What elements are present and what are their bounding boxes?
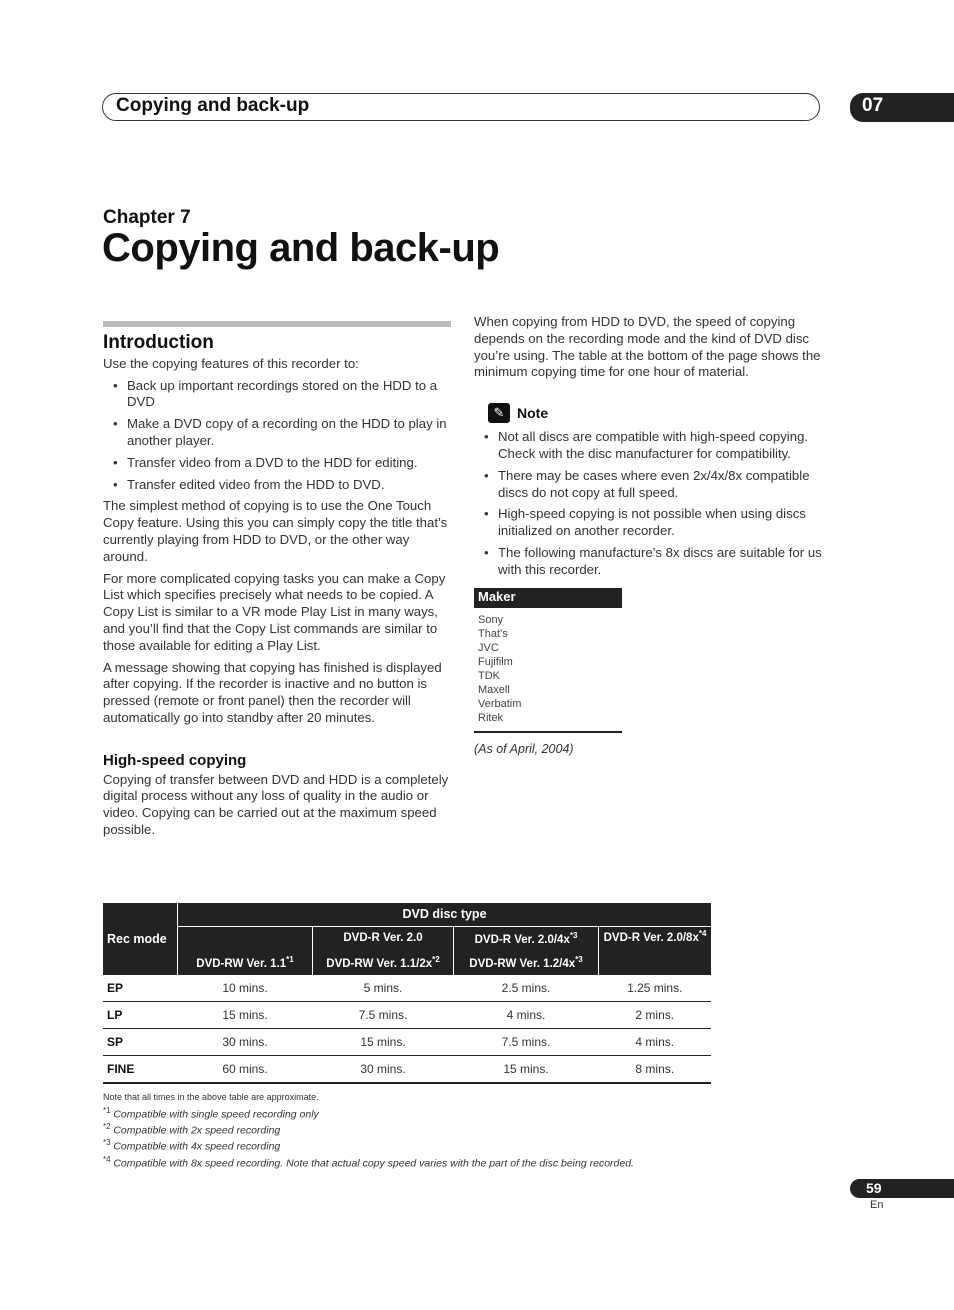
col3-top-label: DVD-R Ver. 2.0/4x [474, 933, 570, 946]
intro-lead: Use the copying features of this recorder to: [103, 355, 359, 371]
list-item: • Not all discs are compatible with high-speed copying. Check with the disc manufacturer for compatibility. [474, 429, 824, 463]
high-speed-heading: High-speed copying [103, 751, 247, 769]
maker-item: That’s [478, 627, 508, 640]
col4-header [599, 926, 712, 975]
col2-sup: *2 [432, 955, 440, 965]
footnote-text: Compatible with 8x speed recording. Note that actual copy speed varies with the part of the disc being recorded. [113, 1157, 634, 1170]
time-cell: 2 mins. [599, 1002, 712, 1029]
time-cell: 1.25 mins. [599, 975, 712, 1002]
chapter-title: Copying and back-up [102, 226, 500, 270]
table-row [103, 1002, 711, 1029]
rec-mode-cell: SP [103, 1029, 178, 1056]
list-item: • There may be cases where even 2x/4x/8x compatible discs do not copy at full speed. [474, 468, 824, 502]
time-cell: 4 mins. [599, 1029, 712, 1056]
maker-item: Maxell [478, 683, 510, 696]
time-cell: 7.5 mins. [454, 1029, 599, 1056]
approx-note: Note that all times in the above table are approximate. [103, 1092, 319, 1102]
table-row [103, 975, 711, 1002]
list-item: • Back up important recordings stored on the HDD to a DVD [103, 378, 451, 412]
table-row [103, 1029, 711, 1056]
note-bullet-list [474, 429, 824, 578]
time-cell: 15 mins. [178, 1002, 313, 1029]
section-rule [103, 321, 451, 327]
maker-header: Maker [474, 588, 622, 608]
col1-bottom-label: DVD-RW Ver. 1.1 [196, 957, 287, 970]
introduction-heading: Introduction [103, 332, 214, 353]
col1-top-header [178, 926, 313, 950]
col2-bottom-label: DVD-RW Ver. 1.1/2x [326, 957, 433, 970]
intro-paragraph: The simplest method of copying is to use the One Touch Copy feature. Using this you can simply copy the title that’s currently playing from HDD to DVD, or the other way around. [103, 498, 448, 564]
footnote-mark: *1 [103, 1106, 111, 1115]
col3-bottom-label: DVD-RW Ver. 1.2/4x [469, 957, 576, 970]
time-cell: 15 mins. [313, 1029, 454, 1056]
pencil-icon: ✎ [488, 403, 510, 423]
footnote-text: Compatible with 2x speed recording [113, 1124, 281, 1137]
footnote-text: Compatible with 4x speed recording [113, 1140, 281, 1153]
time-cell: 2.5 mins. [454, 975, 599, 1002]
intro-bullet-list [103, 378, 451, 494]
maker-list [474, 608, 622, 731]
page-number-tab [850, 1179, 954, 1198]
list-item: • Transfer edited video from the HDD to DVD. [103, 477, 451, 494]
footnote-mark: *4 [103, 1155, 111, 1164]
high-speed-text: Copying of transfer between DVD and HDD is a completely digital process without any loss of quality in the audio or video. Copying can be carried out at the maximum speed possible. [103, 771, 449, 837]
maker-item: TDK [478, 669, 500, 682]
rec-mode-cell: LP [103, 1002, 178, 1029]
time-cell: 5 mins. [313, 975, 454, 1002]
col2-bottom-header [313, 950, 454, 975]
left-column [103, 321, 451, 844]
list-item: • High-speed copying is not possible when using discs initialized on another recorder. [474, 506, 824, 540]
col4-top-sup: *4 [698, 928, 707, 938]
footnote-text: Compatible with single speed recording only [113, 1108, 319, 1121]
chapter-number: 07 [862, 95, 884, 116]
intro-paragraph: A message showing that copying has finished is displayed after copying. If the recorder is inactive and no button is pressed (remote or front panel) then the recorder will automatically go into standby after 20 minutes. [103, 659, 442, 725]
col3-top-sup: *3 [569, 930, 578, 940]
footnote-mark: *2 [103, 1122, 111, 1131]
copy-speed-table [103, 903, 711, 1084]
chapter-tab [850, 93, 954, 122]
maker-item: Ritek [478, 711, 504, 724]
right-column [474, 314, 824, 757]
language-code: En [870, 1199, 884, 1211]
col3-bottom-sup: *3 [575, 955, 583, 965]
col3-bottom-header [454, 950, 599, 975]
header-title: Copying and back-up [116, 95, 310, 116]
time-cell: 15 mins. [454, 1056, 599, 1084]
col2-top-header: DVD-R Ver. 2.0 [313, 926, 454, 950]
footnote [103, 1155, 634, 1169]
time-cell: 30 mins. [313, 1056, 454, 1084]
list-item: • Make a DVD copy of a recording on the HDD to play in another player. [103, 416, 451, 450]
copy-speed-intro: When copying from HDD to DVD, the speed of copying depends on the recording mode and the kind of DVD disc you’re using. The table at the bottom of the page shows the minimum copying time for one hour of material. [474, 314, 821, 380]
disc-type-header: DVD disc type [178, 903, 712, 926]
footnote [103, 1138, 280, 1152]
maker-item: JVC [478, 641, 499, 654]
footnote [103, 1122, 280, 1136]
time-cell: 8 mins. [599, 1056, 712, 1084]
time-cell: 7.5 mins. [313, 1002, 454, 1029]
col1-sup: *1 [286, 955, 294, 965]
rec-mode-cell: EP [103, 975, 178, 1002]
footnote-mark: *3 [103, 1138, 111, 1147]
note-header [488, 403, 824, 423]
time-cell: 30 mins. [178, 1029, 313, 1056]
maker-item: Verbatim [478, 697, 522, 710]
time-cell: 60 mins. [178, 1056, 313, 1084]
maker-item: Sony [478, 613, 504, 626]
list-item: • Transfer video from a DVD to the HDD for editing. [103, 455, 451, 472]
list-item: • The following manufacture’s 8x discs are suitable for us with this recorder. [474, 545, 824, 579]
table-row [103, 1056, 711, 1084]
chapter-label: Chapter 7 [103, 207, 191, 228]
col4-top-label: DVD-R Ver. 2.0/8x [603, 931, 699, 944]
as-of-date: (As of April, 2004) [474, 741, 574, 756]
maker-table [474, 588, 622, 733]
footnote [103, 1106, 319, 1120]
page-number: 59 [866, 1180, 882, 1196]
rec-mode-cell: FINE [103, 1056, 178, 1084]
maker-item: Fujifilm [478, 655, 513, 668]
time-cell: 4 mins. [454, 1002, 599, 1029]
col3-top-header [454, 926, 599, 950]
rec-mode-header: Rec mode [103, 903, 178, 975]
note-label: Note [517, 404, 549, 421]
intro-paragraph: For more complicated copying tasks you can make a Copy List which specifies precisely what needs to be copied. A Copy List is similar to a VR mode Play List in many ways, and you’ll find that the Copy List commands are similar to those available for editing a Play List. [103, 570, 446, 653]
time-cell: 10 mins. [178, 975, 313, 1002]
col1-bottom-header [178, 950, 313, 975]
